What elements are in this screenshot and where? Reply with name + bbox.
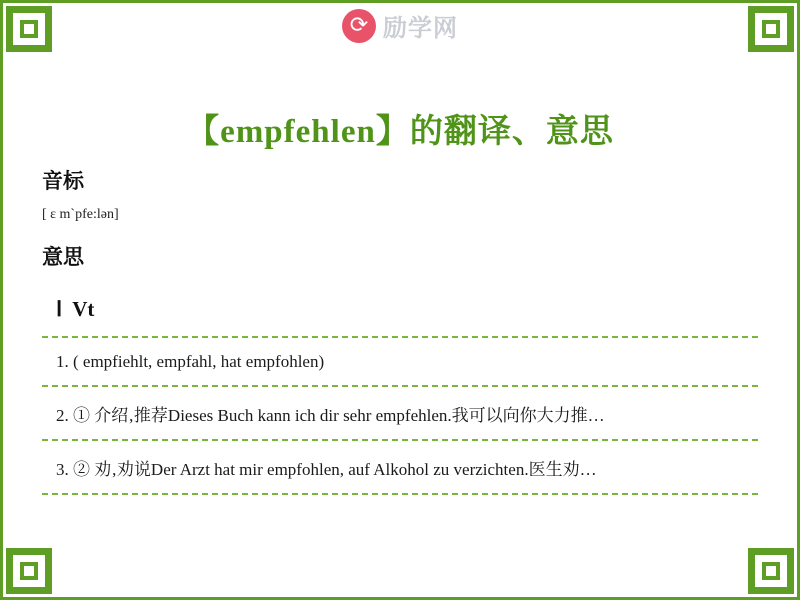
- site-logo-text: 励学网: [383, 15, 458, 42]
- list-item-text: ② 劝‚劝说Der Arzt hat mir empfohlen, auf Alkohol zu verzichten.医生劝…: [73, 460, 597, 479]
- list-item-text: ① 介绍‚推荐Dieses Buch kann ich dir sehr empfehlen.我可以向你大力推…: [73, 406, 605, 425]
- list-item-text: ( empfiehlt, empfahl, hat empfohlen): [73, 352, 325, 371]
- corner-ornament-bottom-left: [6, 548, 52, 594]
- list-item: [42, 387, 758, 439]
- part-of-speech-label: Vt: [72, 297, 95, 321]
- part-of-speech-number: Ⅰ: [56, 297, 63, 321]
- corner-inner-square: [762, 562, 780, 580]
- phonetic-value: [ ɛ m`pfe:lən]: [42, 207, 119, 222]
- part-of-speech-line: [56, 297, 758, 322]
- list-item: [42, 441, 758, 493]
- list-item-index: 2.: [56, 406, 69, 425]
- list-item-index: 1.: [56, 352, 69, 371]
- site-logo[interactable]: [0, 8, 800, 43]
- swirl-glyph: ⟳: [349, 12, 369, 38]
- meaning-heading: 意思: [42, 246, 84, 269]
- entry-content: [42, 165, 758, 495]
- corner-inner-square: [20, 562, 38, 580]
- phonetic-heading: 音标: [42, 170, 84, 193]
- page-title: 【empfehlen】的翻译、意思: [186, 114, 614, 151]
- definition-list: [42, 336, 758, 495]
- list-divider: [42, 493, 758, 495]
- list-item: [42, 338, 758, 385]
- corner-ornament-bottom-right: [748, 548, 794, 594]
- list-item-index: 3.: [56, 460, 69, 479]
- swirl-flame-icon: [342, 9, 376, 43]
